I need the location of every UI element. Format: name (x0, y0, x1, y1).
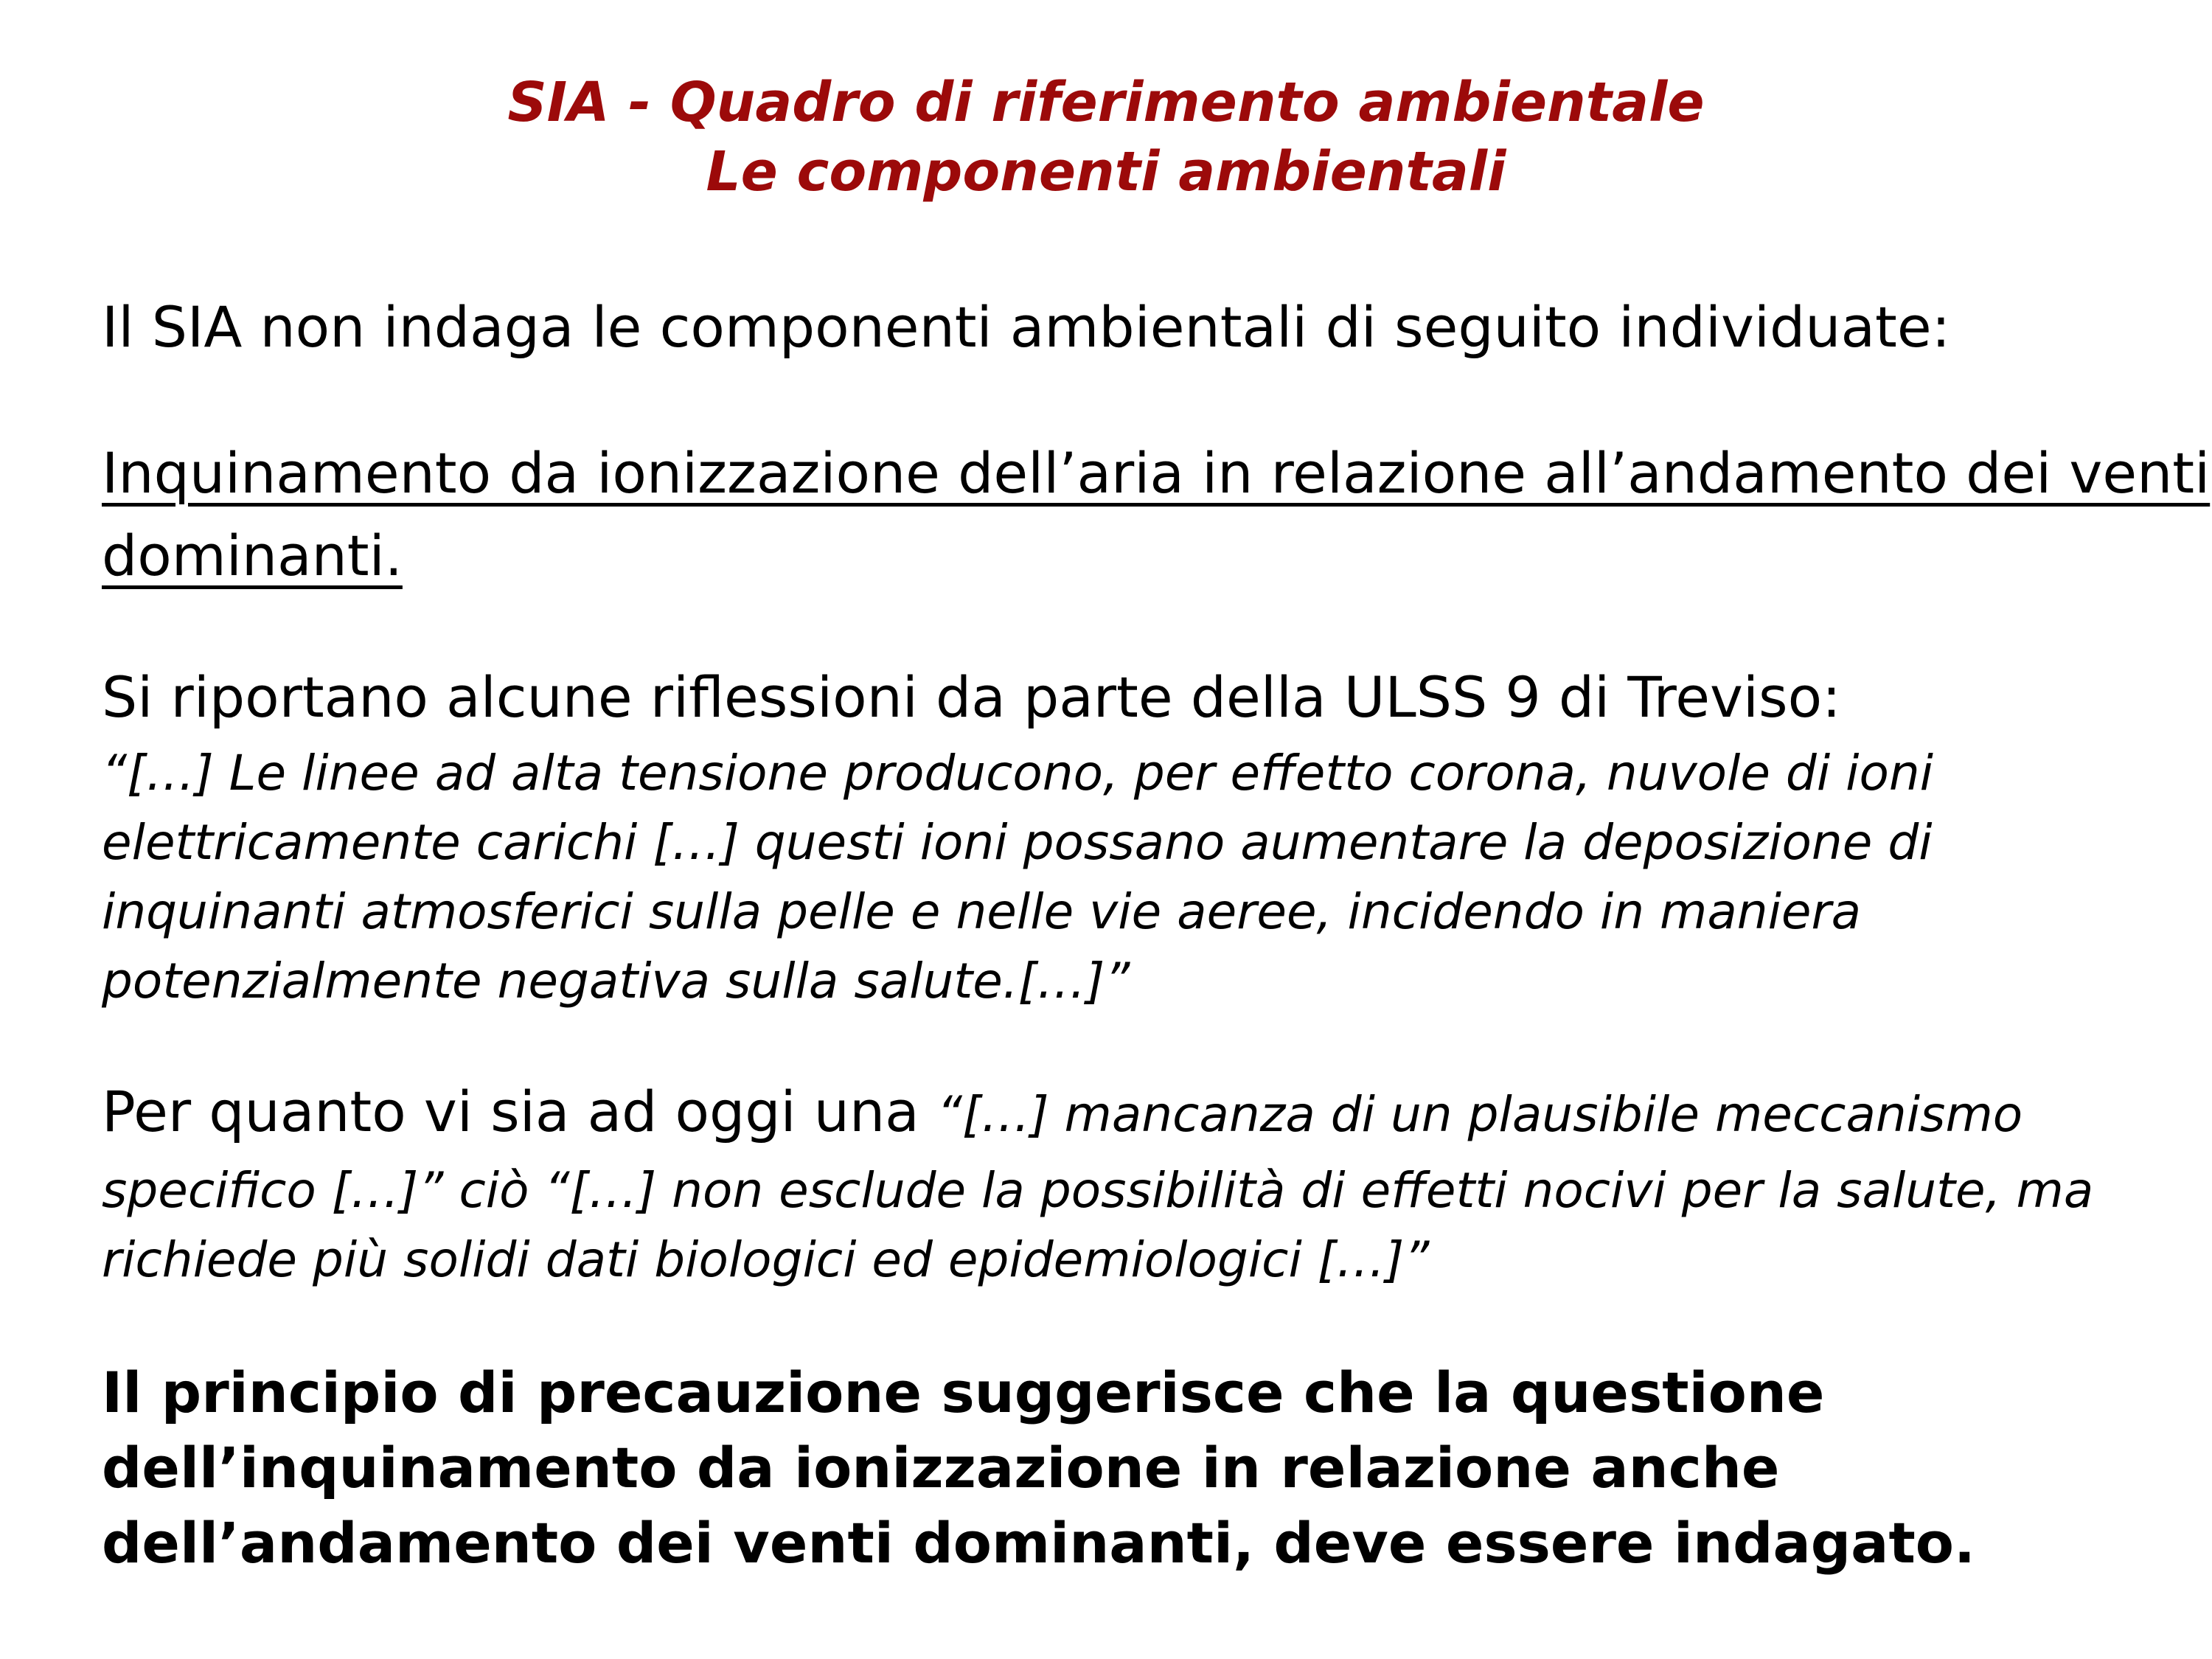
title-line-1: SIA - Quadro di riferimento ambientale (507, 71, 1705, 134)
quote-line: potenzialmente negativa sulla salute.[…]” (102, 953, 1130, 1009)
conclusion-line-2: dell’inquinamento da ionizzazione in relazione anche (102, 1435, 1780, 1500)
ulss-quote (102, 739, 2152, 1016)
quote-line: inquinanti atmosferici sulla pelle e nelle vie aeree, incidendo in maniera (102, 883, 1862, 940)
topic-heading (102, 432, 2211, 597)
intro-paragraph: Il SIA non indaga le componenti ambientali di seguito individuate: (102, 294, 1951, 360)
topic-line-1: Inquinamento da ionizzazione dell’aria in relazione all’andamento dei venti (102, 440, 2211, 506)
quote-line: “[…] Le linee ad alta tensione producono, per effetto corona, nuvole di ioni (102, 745, 1934, 801)
title-line-2: Le componenti ambientali (706, 140, 1506, 204)
conclusion-line-3: dell’andamento dei venti dominanti, deve essere indagato. (102, 1510, 1975, 1576)
conclusion-line-1: Il principio di precauzione suggerisce che la questione (102, 1360, 1825, 1425)
mechanism-line-3: richiede più solidi dati biologici ed epidemiologici […]” (102, 1231, 1430, 1288)
mechanism-paragraph (102, 1071, 2152, 1295)
ulss-lead: Si riportano alcune riflessioni da parte della ULSS 9 di Treviso: (102, 664, 1841, 730)
mechanism-line-1 (102, 1071, 2152, 1156)
slide-title (0, 68, 2212, 206)
mechanism-lead: Per quanto vi sia ad oggi una (102, 1079, 937, 1144)
mechanism-quote (102, 1156, 2152, 1295)
topic-line-2: dominanti. (102, 523, 403, 588)
conclusion-paragraph (102, 1355, 2152, 1581)
ulss-section (102, 656, 2152, 1016)
quote-line: elettricamente carichi […] questi ioni possano aumentare la deposizione di (102, 814, 1933, 871)
mechanism-line-2: specifico […]” ciò “[…] non esclude la possibilità di effetti nocivi per la salute, ma (102, 1162, 2094, 1219)
mechanism-quote-start: “[…] mancanza di un plausibile meccanismo (936, 1086, 2023, 1143)
